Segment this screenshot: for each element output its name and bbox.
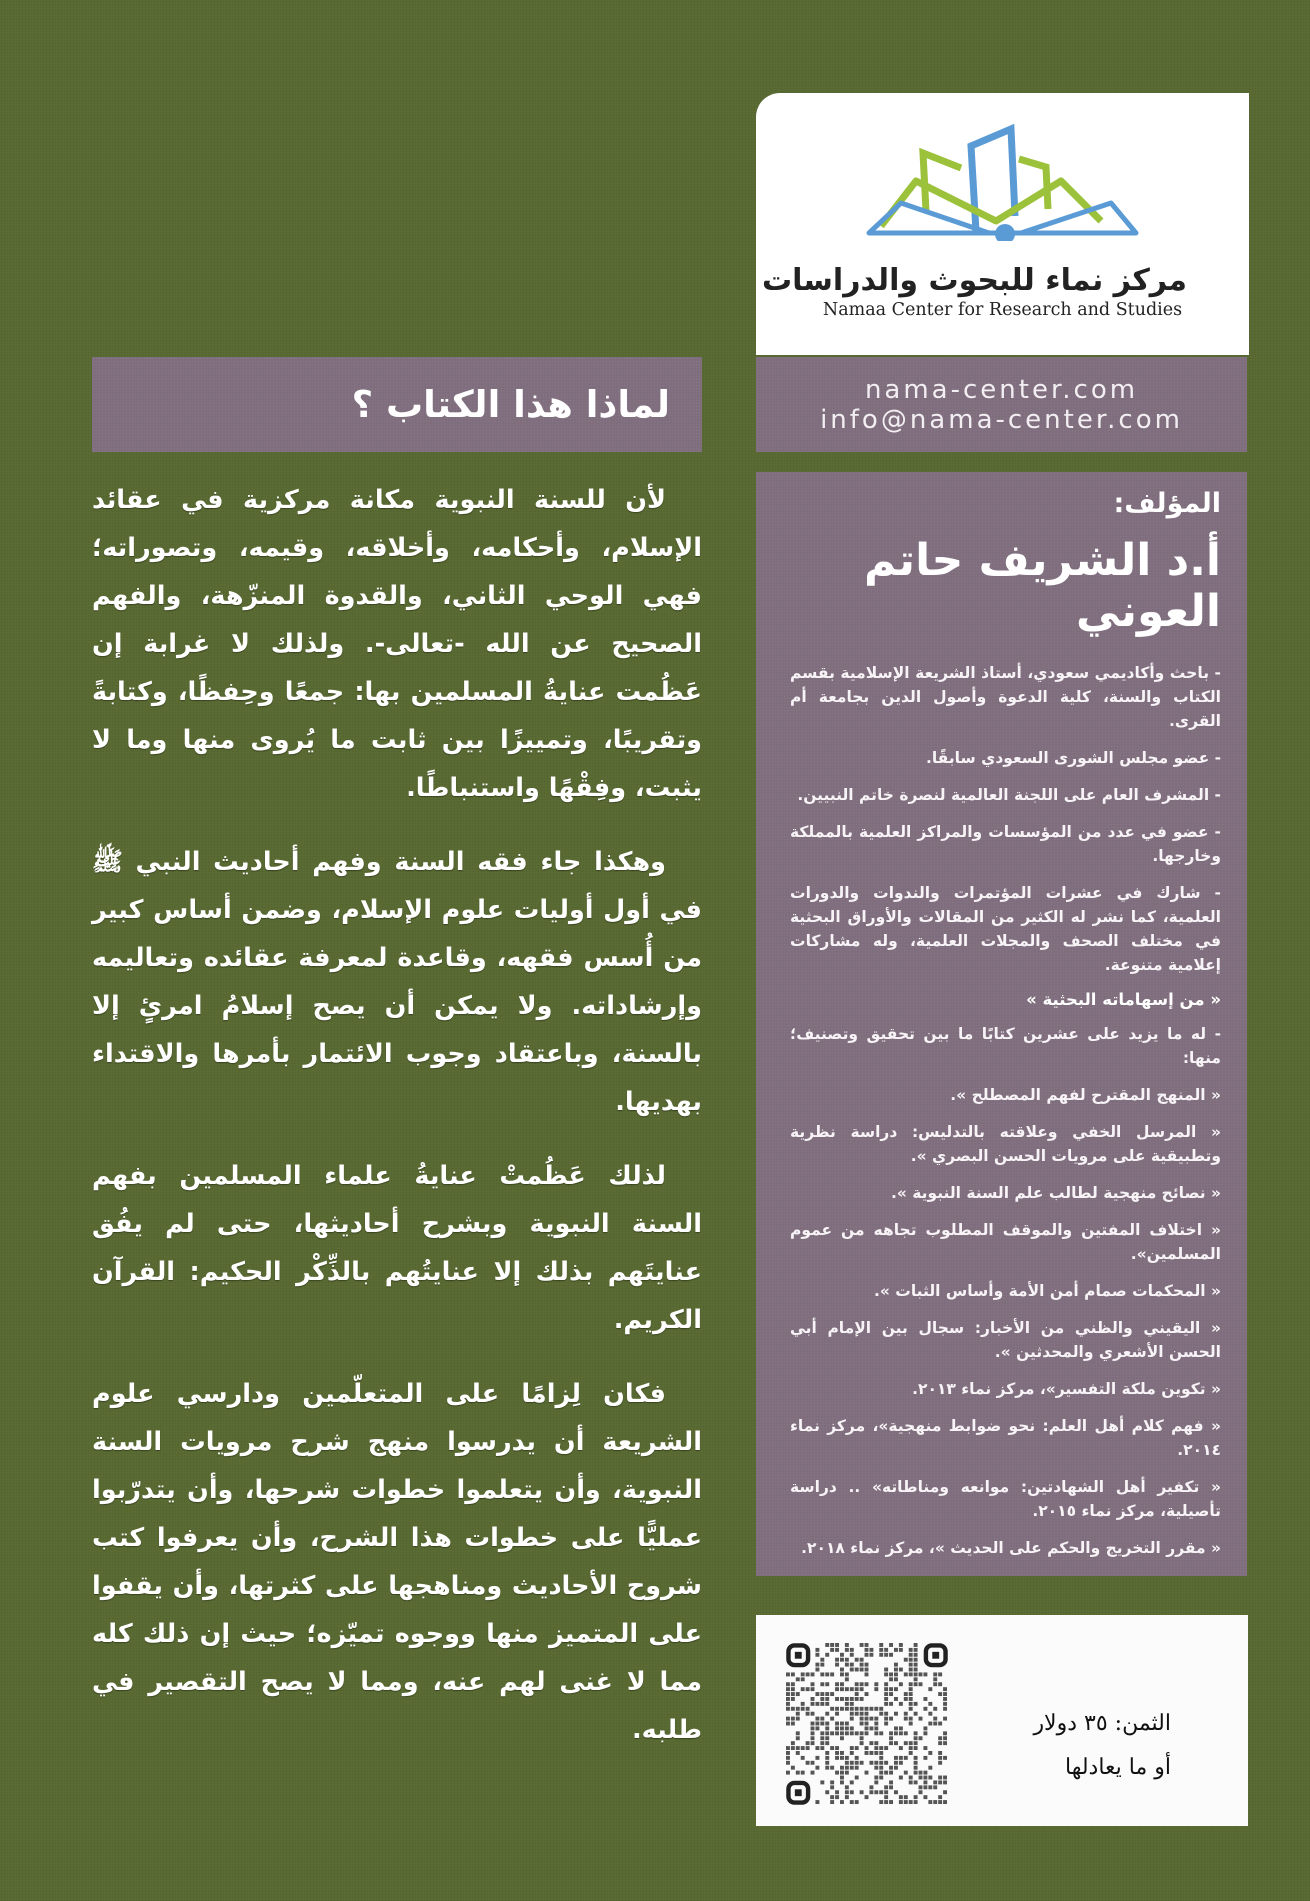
author-work-item: « نصائح منهجية لطالب علم السنة النبوية ». [890,1184,1221,1202]
author-work-item: « اختلاف المفتين والموقف المطلوب تجاهه من عموم المسلمين». [790,1221,1221,1263]
author-work-item: « فهم كلام أهل العلم: نحو ضوابط منهجية»، مركز نماء ٢٠١٤. [790,1417,1221,1459]
why-book-title: لماذا هذا الكتاب ؟ [351,383,670,426]
author-bio-item: - شارك في عشرات المؤتمرات والندوات والدورات العلمية، كما نشر له الكثير من المقالات والأوراق البحثية في مختلف الصحف والمجلات العلمية، وله مشاركات إعلامية متنوعة. [790,884,1221,974]
author-work-item: « اليقيني والظني من الأخبار: سجال بين الإمام أبي الحسن الأشعري والمحدثين ». [790,1319,1221,1361]
author-name: أ.د الشريف حاتم العوني [864,535,1221,637]
author-work-item: « المحكمات صمام أمن الأمة وأساس الثبات ». [873,1282,1221,1300]
qr-code-icon[interactable] [786,1643,948,1805]
price-line: الثمن: ٣٥ دولار [1033,1711,1171,1736]
publisher-contact-band [756,357,1247,452]
open-book-buildings-logo-icon [861,121,1151,241]
contributions-intro: - له ما يزيد على عشرين كتابًا ما بين تحقيق وتصنيف؛ منها: [790,1025,1221,1067]
author-work-item: « المنهج المقترح لفهم المصطلح ». [950,1086,1221,1104]
publisher-logo-panel [756,93,1249,355]
publisher-name-ar: مركز نماء للبحوث والدراسات [762,263,1187,298]
publisher-website-link[interactable]: nama-center.com [864,374,1139,405]
publisher-email-link[interactable]: info@nama-center.com [820,404,1183,435]
author-work-item: « مقرر التخريج والحكم على الحديث »، مركز نماء ٢٠١٨. [801,1539,1221,1557]
author-bio-item: - عضو في عدد من المؤسسات والمراكز العلمية بالمملكة وخارجها. [790,823,1221,865]
why-paragraph: فكان لِزامًا على المتعلّمين ودارسي علوم الشريعة أن يدرسوا منهج شرح مرويات السنة النبوية، وأن يتعلموا خطوات شرحها، وأن يتدرّبوا عمليًّا على خطوات هذا الشرح، وأن يعرفوا كتب شروح الأحاديث ومناهجها على كثرتها، وأن يقفوا على المتميز منها ووجوه تميّزه؛ حيث إن ذلك كله مما لا غنى لهم عنه، ومما لا يصح التقصير في طلبه. [92,1379,702,1745]
author-panel [756,472,1247,1576]
why-book-header [92,357,702,452]
price-text [1033,1702,1171,1790]
author-bio-item: - المشرف العام على اللجنة العالمية لنصرة خاتم النبيين. [797,786,1221,804]
author-bio-item: - باحث وأكاديمي سعودي، أستاذ الشريعة الإسلامية بقسم الكتاب والسنة، كلية الدعوة وأصول الدين بجامعة أم القرى. [790,664,1221,730]
why-paragraph: لأن للسنة النبوية مكانة مركزية في عقائد الإسلام، وأحكامه، وأخلاقه، وقيمه، وتصوراته؛ فهي الوحي الثاني، والقدوة المنزّهة، والفهم الصحيح عن الله -تعالى-. ولذلك لا غرابة إن عَظُمت عنايةُ المسلمين بها: جمعًا وحِفظًا، وكتابةً وتقريبًا، وتمييزًا بين ثابت ما يُروى منها وما لا يثبت، وفِقْهًا واستنباطًا. [92,485,702,803]
why-book-body [92,476,702,1780]
author-bio-item: - عضو مجلس الشورى السعودي سابقًا. [925,749,1221,767]
author-work-item: « المرسل الخفي وعلاقته بالتدليس: دراسة نظرية وتطبيقية على مرويات الحسن البصري ». [790,1123,1221,1165]
price-equivalent: أو ما يعادلها [1065,1755,1171,1780]
why-paragraph: وهكذا جاء فقه السنة وفهم أحاديث النبي ﷺ في أول أوليات علوم الإسلام، وضمن أساس كبير من أُسس فقهه، وقاعدة لمعرفة عقائده وتعاليمه وإرشاداته. ولا يمكن أن يصح إسلامُ امرئٍ إلا بالسنة، وباعتقاد وجوب الائتمار بأمرها والاقتداء بهديها. [92,847,702,1117]
logo-spine-dot [995,224,1015,241]
contributions-label: « من إسهاماته البحثية » [1026,990,1221,1009]
author-label: المؤلف: [1113,488,1221,519]
price-box [756,1615,1248,1826]
author-work-item: « تكوين ملكة التفسير»، مركز نماء ٢٠١٣. [912,1380,1221,1398]
why-paragraph: لذلك عَظُمتْ عنايةُ علماء المسلمين بفهم السنة النبوية وبشرح أحاديثها، حتى لم يفُق عنايتَهم بذلك إلا عنايتُهم بالذِّكْر الحكيم: القرآن الكريم. [92,1161,702,1335]
publisher-name-en: Namaa Center for Research and Studies [822,300,1183,320]
author-work-item: « تكفير أهل الشهادتين: موانعه ومناطاته» .. دراسة تأصيلية، مركز نماء ٢٠١٥. [790,1478,1221,1520]
